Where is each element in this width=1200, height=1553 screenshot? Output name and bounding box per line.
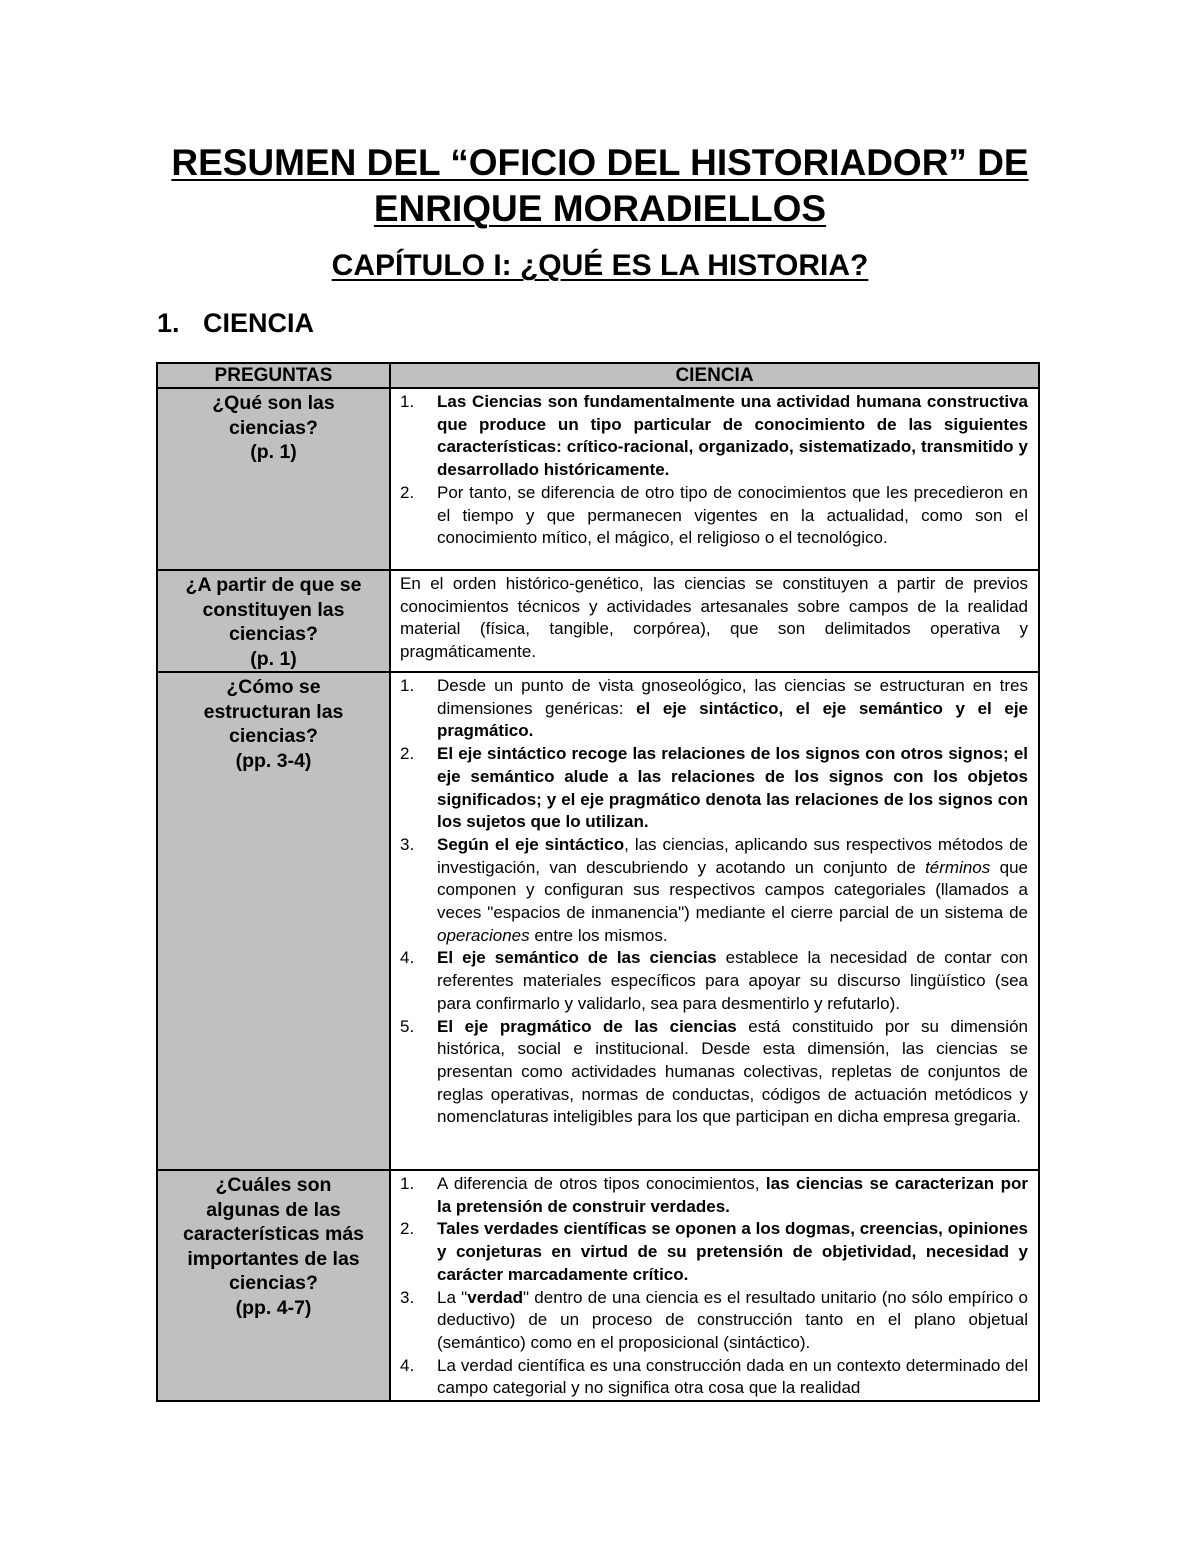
- question-cell: [157, 1170, 390, 1401]
- question-cell: [157, 672, 390, 1170]
- question-line: ¿A partir de que se: [185, 574, 362, 596]
- section-number: 1.: [157, 308, 180, 338]
- list-item-number: 1.: [400, 676, 415, 695]
- list-item: [400, 1173, 1028, 1218]
- answer-list: [400, 675, 1028, 1129]
- list-item-text: Tales verdades científicas se oponen a los dogmas, creencias, opiniones y conjeturas en virtud de su pretensión de objetividad, necesidad y carácter marcadamente crítico.: [437, 1219, 1028, 1284]
- question-line: (p. 1): [250, 441, 297, 463]
- list-item-number: 1.: [400, 392, 415, 411]
- table-header-row: [157, 363, 1039, 388]
- question-line: características más: [182, 1223, 365, 1245]
- document-title: [0, 140, 1200, 232]
- question-line: importantes de las: [187, 1247, 360, 1270]
- list-item-text: entre los mismos.: [529, 925, 668, 945]
- answer-cell: [390, 570, 1039, 672]
- answer-cell: [390, 672, 1039, 1170]
- table-row: [157, 388, 1039, 570]
- answer-cell: [390, 1170, 1039, 1401]
- list-item-text: verdad: [467, 1287, 523, 1307]
- list-item-number: 4.: [400, 1355, 415, 1375]
- answer-list: [400, 1173, 1028, 1400]
- list-item-text: " dentro de una ciencia es el resultado unitario (no sólo empírico o deductivo) de un proceso de construcción tanto en el plano objetual (semántico) como en el proposicional (sintáctico).: [437, 1287, 1028, 1352]
- list-item-text: las ciencias se caracterizan por la pretensión de construir verdades.: [437, 1174, 1028, 1216]
- question-line: estructuran las: [203, 700, 344, 723]
- answer-cell: [390, 388, 1039, 570]
- list-item-text: El eje sintáctico recoge las relaciones de los signos con otros signos; el eje semántico alude a las relaciones de los signos con los objetos significados; y el eje pragmático denota las relaciones de los signos con los sujetos que lo utilizan.: [437, 744, 1028, 832]
- question-line: (p. 1): [250, 647, 297, 670]
- question-line: ¿Qué son las: [212, 392, 335, 414]
- column-header-preguntas: PREGUNTAS: [157, 363, 390, 388]
- table-row: [157, 570, 1039, 672]
- title-line-2: ENRIQUE MORADIELLOS: [373, 188, 827, 229]
- list-item-text: A diferencia de otros tipos conocimientos,: [437, 1174, 766, 1193]
- list-item-text: Desde un punto de vista gnoseológico, las ciencias se estructuran en tres dimensiones genéricas:: [437, 676, 1028, 718]
- list-item-number: 3.: [400, 834, 415, 854]
- question-line: ciencias?: [229, 1272, 318, 1294]
- list-item: [400, 743, 1028, 834]
- summary-table: [156, 362, 1040, 1402]
- section-title: CIENCIA: [203, 308, 315, 338]
- list-item: [400, 1016, 1028, 1130]
- question-line: ¿Cómo se: [226, 676, 321, 698]
- question-line: constituyen las: [202, 598, 345, 621]
- list-item-text: , las ciencias, aplicando sus respectivos métodos de investigación, van descubriendo y acotando un conjunto de: [437, 834, 1029, 877]
- question-line: (pp. 3-4): [235, 749, 312, 772]
- list-item-text: términos: [925, 857, 991, 877]
- question-line: ciencias?: [229, 416, 318, 439]
- list-item-number: 2.: [400, 482, 415, 502]
- list-item-text: Según el eje sintáctico: [437, 834, 625, 854]
- answer-list: [400, 391, 1028, 550]
- list-item-number: 2.: [400, 744, 415, 764]
- list-item: [400, 947, 1028, 1015]
- table-row: [157, 672, 1039, 1170]
- list-item-text: el eje sintáctico, el eje semántico y el eje pragmático.: [437, 698, 1028, 741]
- title-line-1: RESUMEN DEL “OFICIO DEL HISTORIADOR” DE: [171, 142, 1029, 183]
- list-item: [400, 834, 1028, 948]
- list-item-text: Las Ciencias son fundamentalmente una actividad humana constructiva que produce un tipo particular de conocimiento de las siguientes características: crítico-racional, organizado, sistematizado, transmitido y desarrollado históricamente.: [437, 392, 1028, 480]
- list-item-number: 4.: [400, 948, 415, 968]
- list-item-text: establece la necesidad de contar con referentes materiales específicos para apoyar su discurso lingüístico (sea para confirmarlo y validarlo, sea para desmentirlo y refutarlo).: [437, 948, 1028, 1013]
- question-cell: [157, 570, 390, 672]
- question-line: ciencias?: [229, 725, 318, 747]
- list-item-text: El eje pragmático de las ciencias: [437, 1016, 737, 1036]
- column-header-ciencia: CIENCIA: [390, 363, 1039, 388]
- list-item-number: 3.: [400, 1287, 415, 1307]
- list-item-number: 1.: [400, 1174, 415, 1193]
- list-item: [400, 1355, 1028, 1400]
- list-item: [400, 1218, 1028, 1286]
- list-item-number: 2.: [400, 1219, 415, 1239]
- table-row: [157, 1170, 1039, 1401]
- question-cell: [157, 388, 390, 570]
- list-item: [400, 391, 1028, 482]
- list-item-text: La ": [437, 1287, 468, 1307]
- list-item-number: 5.: [400, 1016, 415, 1036]
- section-heading: [157, 308, 314, 339]
- list-item-text: operaciones: [437, 925, 530, 945]
- list-item: [400, 1287, 1028, 1355]
- answer-paragraph: En el orden histórico-genético, las ciencias se constituyen a partir de previos conocimientos técnicos y actividades artesanales sobre campos de la realidad material (física, tangible, corpórea), que son delimitados operativa y pragmáticamente.: [400, 574, 1028, 662]
- list-item-text: está constituido por su dimensión histórica, social e institucional. Desde esta dimensión, las ciencias se presentan como actividades humanas colectivas, repletas de conjuntos de reglas operativas, normas de conductas, códigos de actuación metódicos y nomenclaturas inteligibles para los que participan en dicha empresa gregaria.: [437, 1016, 1028, 1127]
- question-line: ¿Cuáles son: [215, 1174, 332, 1196]
- list-item: [400, 482, 1028, 550]
- chapter-heading: CAPÍTULO I: ¿QUÉ ES LA HISTORIA?: [331, 249, 869, 282]
- list-item-text: Por tanto, se diferencia de otro tipo de conocimientos que les precedieron en el tiempo y que permanecen vigentes en la actualidad, como son el conocimiento mítico, el mágico, el religioso o el tecnológico.: [437, 482, 1028, 548]
- list-item-text: El eje semántico de las ciencias: [437, 948, 717, 968]
- question-line: algunas de las: [206, 1198, 341, 1221]
- list-item: [400, 675, 1028, 743]
- question-line: ciencias?: [229, 623, 318, 645]
- list-item-text: que componen y configuran sus respectivos campos categoriales (llamados a veces "espacios de inmanencia") mediante el cierre parcial de un sistema de: [437, 857, 1028, 923]
- list-item-text: La verdad científica es una construcción dada en un contexto determinado del campo categorial y no significa otra cosa que la realidad: [437, 1355, 1028, 1398]
- question-line: (pp. 4-7): [235, 1296, 312, 1319]
